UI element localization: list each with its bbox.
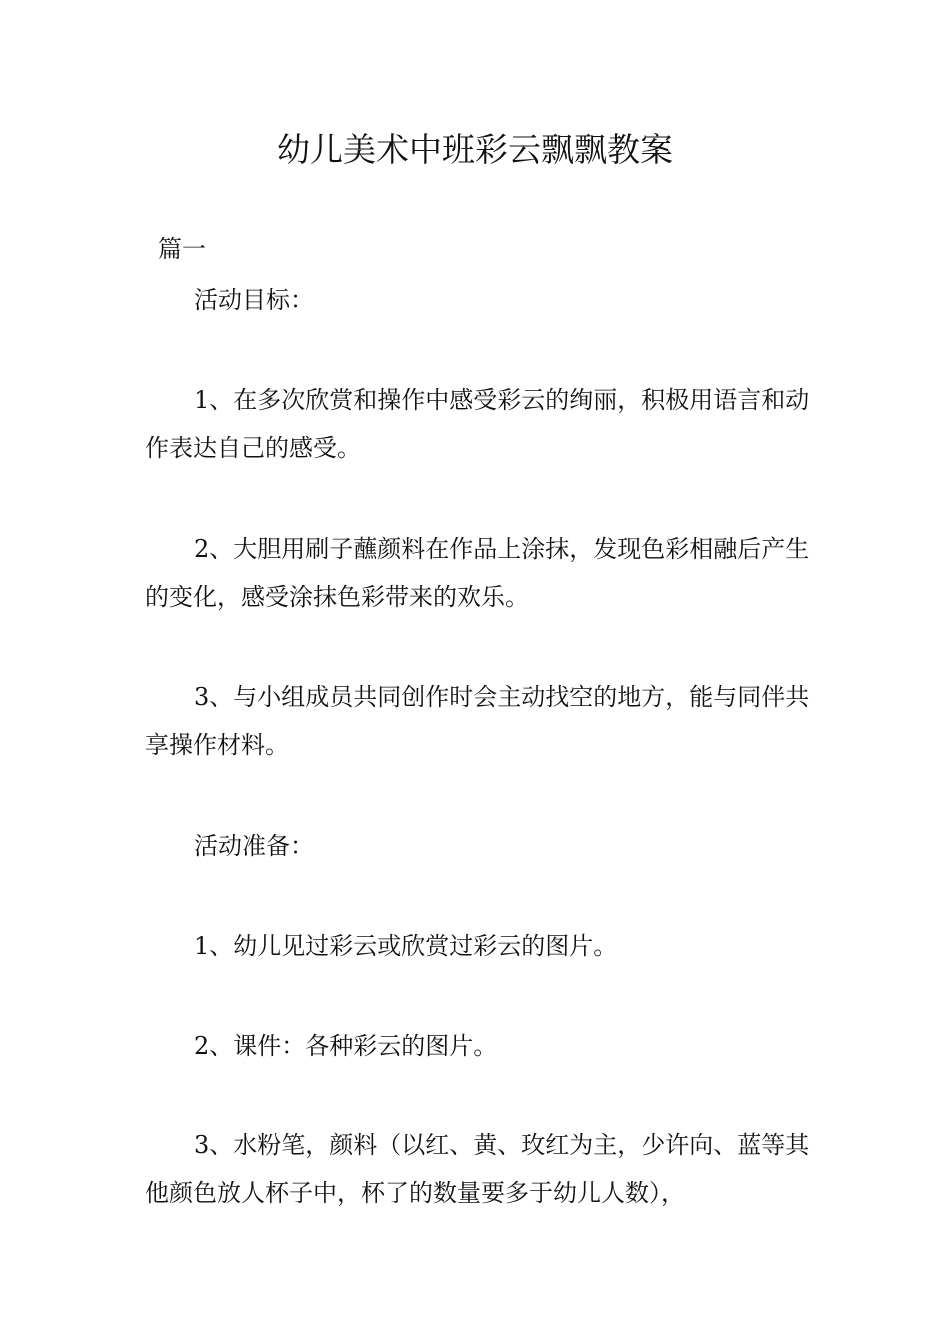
paragraph-activity-goals-heading: 活动目标：: [194, 286, 314, 314]
paragraph-goal-3: 3、与小组成员共同创作时会主动找空的地方，能与同伴共享操作材料。: [145, 683, 810, 759]
paragraph-preparation-heading: 活动准备：: [194, 832, 314, 860]
paragraph-prep-2: 2、课件：各种彩云的图片。: [194, 1032, 498, 1060]
section-label: 篇一: [158, 235, 206, 263]
paragraph-goal-1: 1、在多次欣赏和操作中感受彩云的绚丽，积极用语言和动作表达自己的感受。: [145, 386, 810, 462]
paragraph-prep-1: 1、幼儿见过彩云或欣赏过彩云的图片。: [194, 932, 618, 960]
document-title: 幼儿美术中班彩云飘飘教案: [277, 130, 673, 169]
paragraph-goal-2: 2、大胆用刷子蘸颜料在作品上涂抹，发现色彩相融后产生的变化，感受涂抹色彩带来的欢乐。: [145, 535, 810, 611]
paragraph-prep-3: 3、水粉笔，颜料（以红、黄、玫红为主，少许向、蓝等其他颜色放人杯子中，杯了的数量要多于幼儿人数），: [145, 1131, 810, 1207]
